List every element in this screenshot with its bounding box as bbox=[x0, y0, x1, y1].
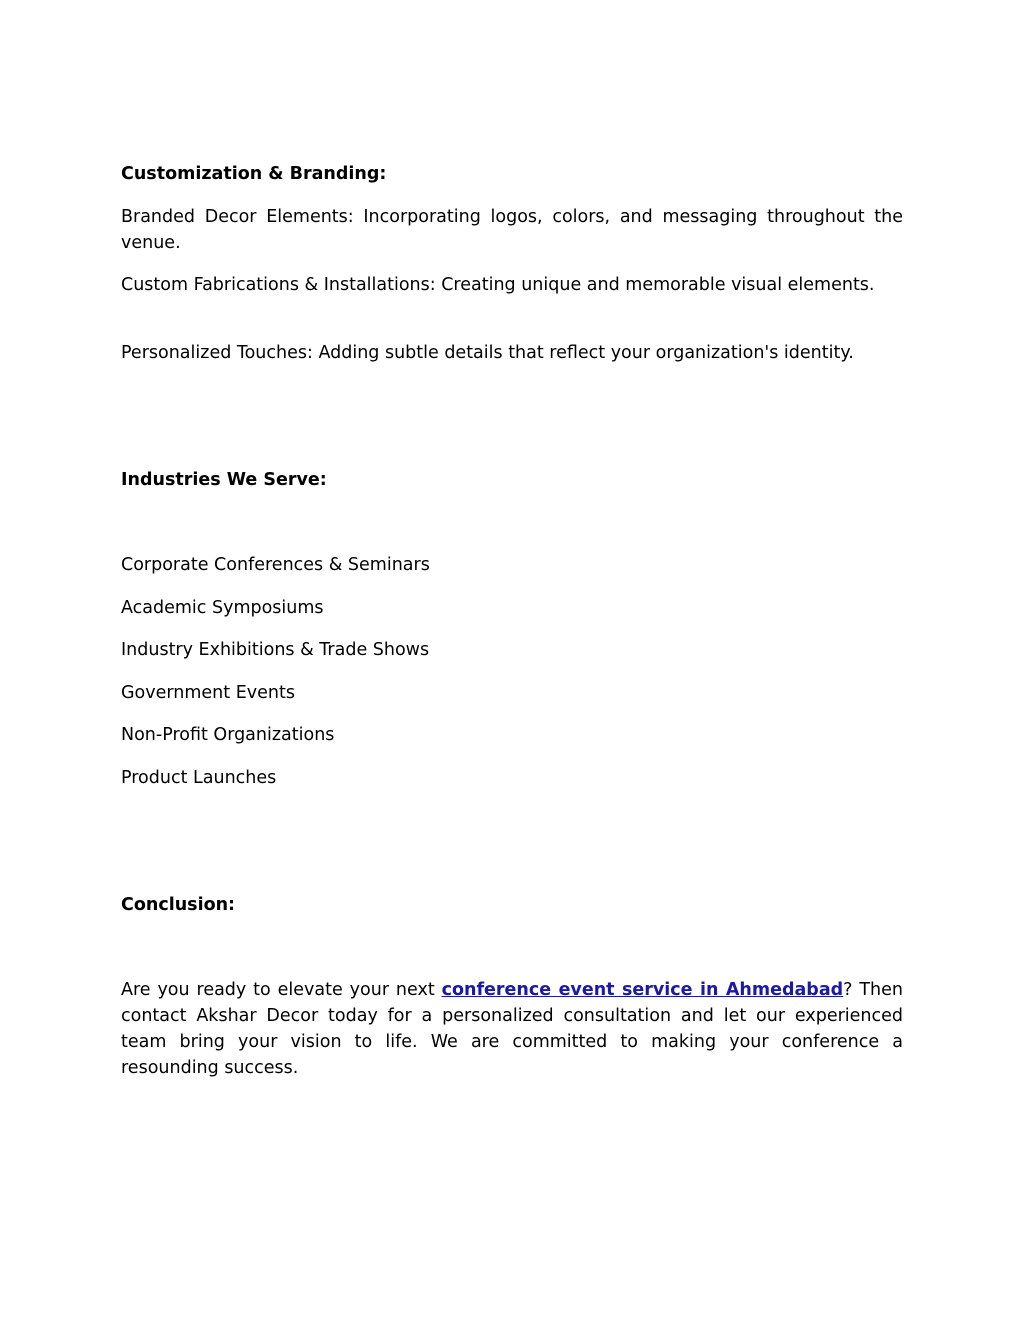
conclusion-text-before-link: Are you ready to elevate your next bbox=[121, 980, 442, 1000]
industry-item-exhibitions: Industry Exhibitions & Trade Shows bbox=[121, 640, 430, 660]
industry-item-corporate-conferences: Corporate Conferences & Seminars bbox=[121, 555, 430, 575]
industry-item-non-profit: Non-Profit Organizations bbox=[121, 725, 335, 745]
conclusion-heading: Conclusion: bbox=[121, 895, 236, 915]
conclusion-paragraph bbox=[121, 977, 903, 1081]
conclusion-text-after-link: ? Then contact Akshar Decor today for a personalized consultation and let our experienced team bring your vision to life. We are committed to making your conference a resounding success. bbox=[121, 980, 904, 1078]
industry-item-product-launches: Product Launches bbox=[121, 768, 277, 788]
industries-heading: Industries We Serve: bbox=[121, 470, 327, 490]
conference-service-link[interactable]: conference event service in Ahmedabad bbox=[441, 980, 844, 1000]
industry-item-academic-symposiums: Academic Symposiums bbox=[121, 598, 324, 618]
customization-heading: Customization & Branding: bbox=[121, 164, 387, 184]
industry-item-government-events: Government Events bbox=[121, 683, 295, 703]
customization-item-custom-fabrications: Custom Fabrications & Installations: Creating unique and memorable visual elements. bbox=[121, 275, 875, 295]
customization-item-branded-decor: Branded Decor Elements: Incorporating logos, colors, and messaging throughout the venue. bbox=[121, 207, 903, 253]
customization-item-personalized-touches: Personalized Touches: Adding subtle details that reflect your organization's identity. bbox=[121, 343, 854, 363]
